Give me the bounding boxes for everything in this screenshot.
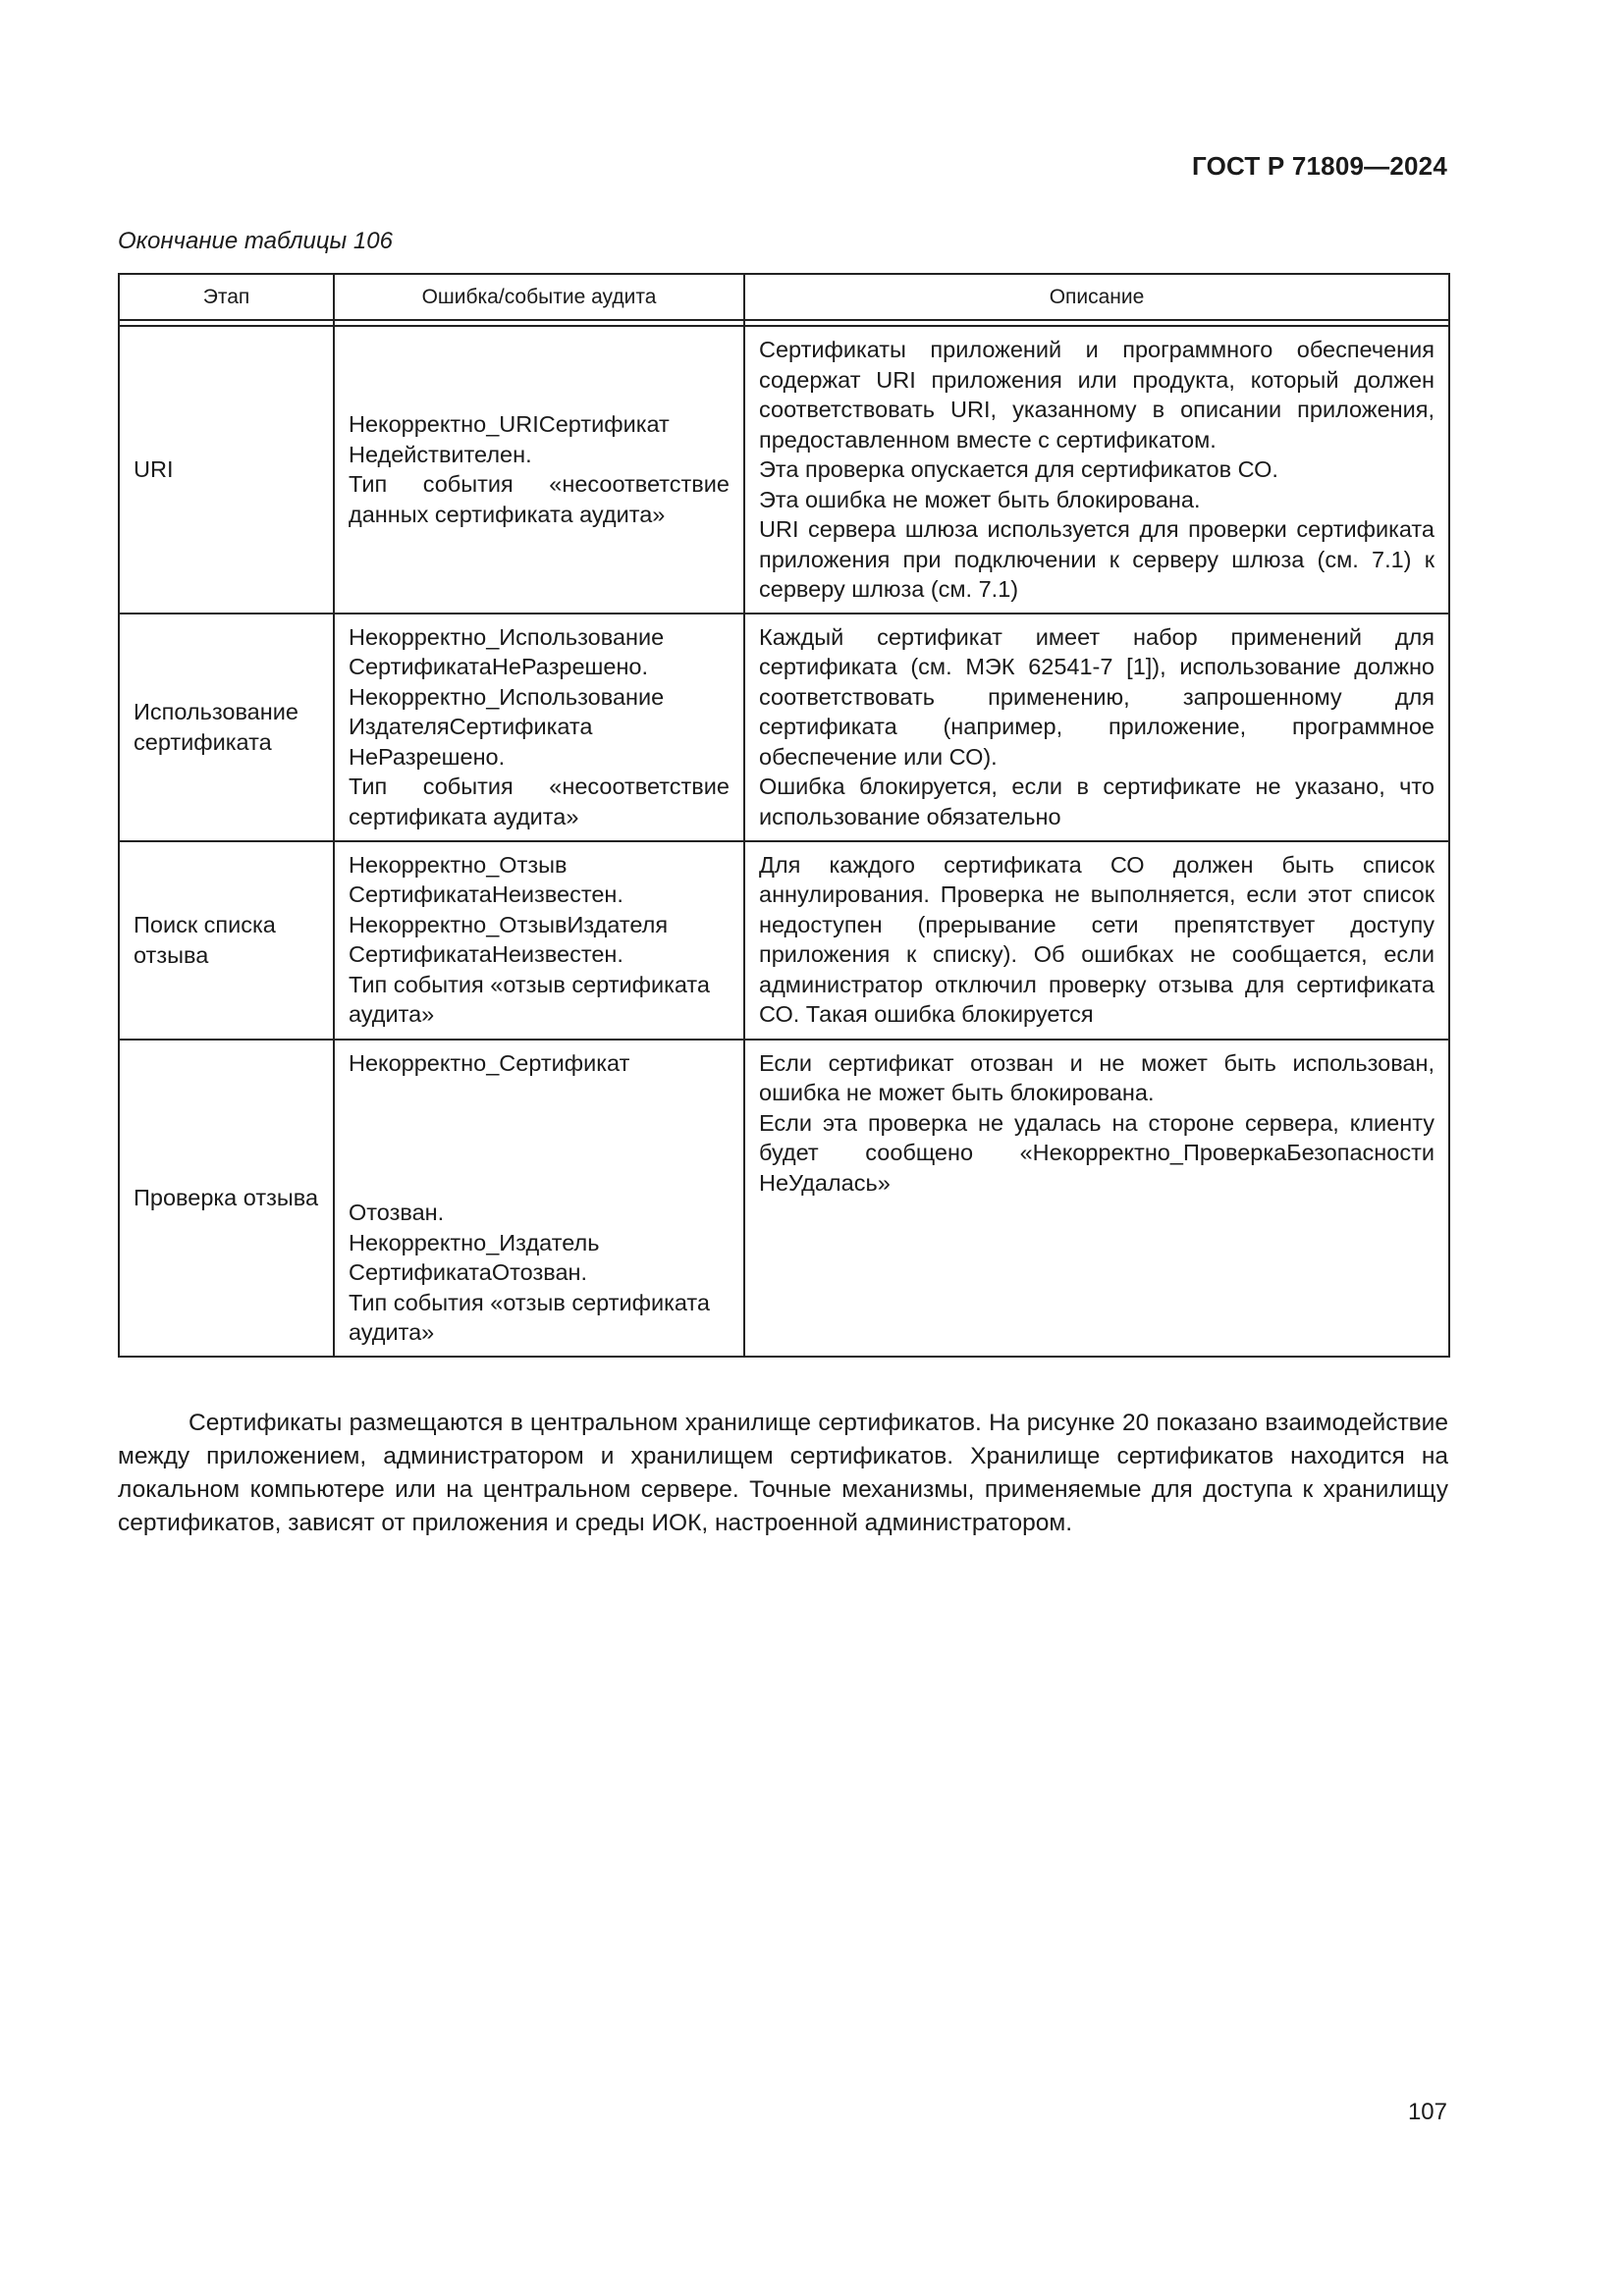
error-cell xyxy=(334,326,744,614)
stage-cell: Поиск списка отзыва xyxy=(119,841,334,1040)
description-line: Если сертификат отозван и не может быть использован, ошибка не может быть блокирована. xyxy=(759,1049,1435,1105)
error-line: Тип события «несоответствие данных сертификата аудита» xyxy=(349,471,730,527)
error-line: Некорректно_ОтзывИздателя xyxy=(349,911,669,937)
error-line: Отозван. xyxy=(349,1200,445,1225)
description-cell xyxy=(744,841,1449,1040)
description-line: URI сервера шлюза используется для проверки сертификата приложения при подключении к серверу шлюза (см. 7.1) к серверу шлюза (см. 7.1) xyxy=(759,516,1435,602)
column-header-description: Описание xyxy=(744,274,1449,320)
column-header-error: Ошибка/событие аудита xyxy=(334,274,744,320)
error-line: Некорректно_Отзыв xyxy=(349,851,568,878)
error-line: Некорректно_Использование xyxy=(349,623,665,650)
error-line: СертификатаНеРазрешено. xyxy=(349,654,649,679)
error-cell xyxy=(334,841,744,1040)
column-header-stage: Этап xyxy=(119,274,334,320)
error-line: Тип события «отзыв сертификата аудита» xyxy=(349,1289,710,1345)
error-line: НеРазрешено. xyxy=(349,743,506,770)
description-line: Для каждого сертификата СО должен быть список аннулирования. Проверка не выполняется, если этот список недоступен (прерывание сети препятствует доступу приложения к списку). Об ошибках не сообщается, если администратор отключил проверку отзыва для сертификата СО. Такая ошибка блокируется xyxy=(759,851,1435,1027)
stage-cell: Проверка отзыва xyxy=(119,1040,334,1357)
error-cell xyxy=(334,614,744,841)
error-line: Тип события «отзыв сертификата аудита» xyxy=(349,971,710,1027)
table-row xyxy=(119,841,1449,1040)
page-number: 107 xyxy=(1407,2099,1447,2125)
error-line: Некорректно_URIСертификат xyxy=(349,411,670,438)
stage-cell: URI xyxy=(119,326,334,614)
error-line: Тип события «несоответствие сертификата аудита» xyxy=(349,774,730,829)
error-line: СертификатаНеизвестен. xyxy=(349,881,623,907)
table-caption: Окончание таблицы 106 xyxy=(118,228,393,254)
document-header: ГОСТ Р 71809—2024 xyxy=(1192,151,1447,181)
error-line: Некорректно_Сертификат xyxy=(349,1049,630,1076)
description-cell xyxy=(744,326,1449,614)
description-line: Ошибка блокируется, если в сертификате не указано, что использование обязательно xyxy=(759,774,1435,829)
table-row xyxy=(119,326,1449,614)
table-row xyxy=(119,614,1449,841)
error-line: Некорректно_Использование xyxy=(349,683,665,710)
error-line: СертификатаНеизвестен. xyxy=(349,941,623,967)
description-line: Каждый сертификат имеет набор применений для сертификата (см. МЭК 62541-7 [1]), использование должно соответствовать применению, запрошенному для сертификата (например, приложение, программное обеспечение или СО). xyxy=(759,623,1435,770)
body-paragraph: Сертификаты размещаются в центральном хранилище сертификатов. На рисунке 20 показано взаимодействие между приложением, администратором и хранилищем сертификатов. Хранилище сертификатов находится на локальном компьютере или на центральном сервере. Точные механизмы, применяемые для доступа к хранилищу сертификатов, зависят от приложения и среды ИОК, настроенной администратором. xyxy=(118,1409,1448,1536)
description-cell xyxy=(744,614,1449,841)
error-line: Недействителен. xyxy=(349,441,532,467)
cell-spacer xyxy=(349,1078,730,1198)
description-line: Эта проверка опускается для сертификатов СО. xyxy=(759,456,1278,482)
error-cell xyxy=(334,1040,744,1357)
stage-cell: Использование сертификата xyxy=(119,614,334,841)
error-line: СертификатаОтозван. xyxy=(349,1259,588,1285)
description-line: Сертификаты приложений и программного обеспечения содержат URI приложения или продукта, который должен соответствовать URI, указанному в описании приложения, предоставленном вместе с сертификатом. xyxy=(759,337,1435,453)
audit-table xyxy=(118,273,1450,1358)
description-cell xyxy=(744,1040,1449,1357)
table-header-row xyxy=(119,274,1449,320)
table-row xyxy=(119,1040,1449,1357)
error-line: Некорректно_Издатель xyxy=(349,1229,600,1255)
description-line: Эта ошибка не может быть блокирована. xyxy=(759,486,1201,512)
description-line: Если эта проверка не удалась на стороне сервера, клиенту будет сообщено «Некорректно_ПроверкаБезопасности НеУдалась» xyxy=(759,1109,1435,1196)
error-line: ИздателяСертификата xyxy=(349,714,593,739)
